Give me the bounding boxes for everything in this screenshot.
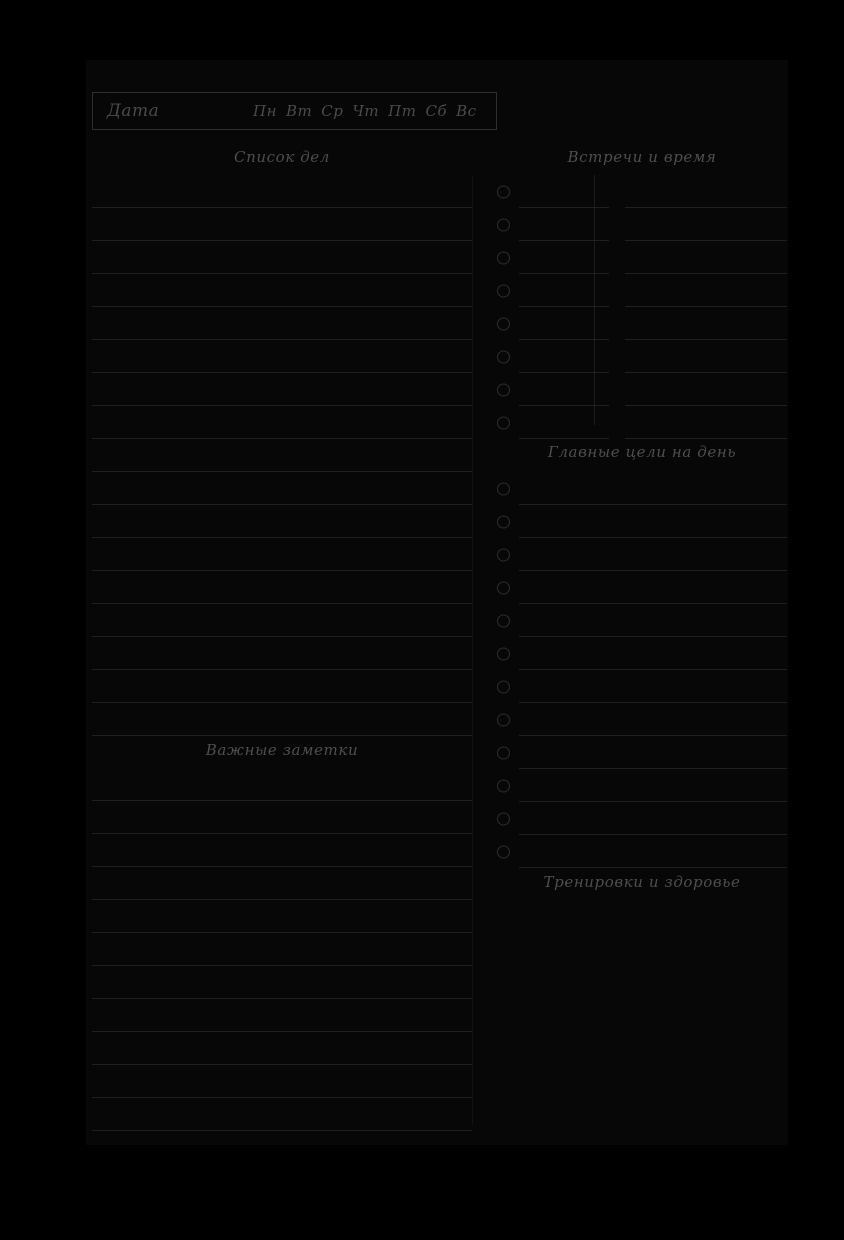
notes-line[interactable]: [92, 900, 472, 933]
weekday-fri[interactable]: Пт: [388, 102, 417, 120]
weekday-wed[interactable]: Ср: [321, 102, 344, 120]
goal-row[interactable]: [497, 538, 787, 571]
meeting-row[interactable]: [497, 175, 787, 208]
checkbox-circle-icon[interactable]: [497, 581, 510, 594]
notes-line[interactable]: [92, 1098, 472, 1131]
todo-line[interactable]: [92, 307, 472, 340]
weekday-tue[interactable]: Вт: [285, 102, 313, 120]
checkbox-circle-icon[interactable]: [497, 482, 510, 495]
goal-field[interactable]: [519, 867, 787, 868]
weekday-thu[interactable]: Чт: [352, 102, 380, 120]
checkbox-circle-icon[interactable]: [497, 548, 510, 561]
goal-row[interactable]: [497, 472, 787, 505]
todo-line[interactable]: [92, 208, 472, 241]
meetings-rows[interactable]: [497, 175, 787, 439]
todo-heading: Список дел: [234, 148, 330, 166]
column-divider: [472, 175, 473, 1125]
meeting-row[interactable]: [497, 406, 787, 439]
meeting-row[interactable]: [497, 373, 787, 406]
goals-rows[interactable]: [497, 472, 787, 868]
todo-line[interactable]: [92, 604, 472, 637]
checkbox-circle-icon[interactable]: [497, 680, 510, 693]
checkbox-circle-icon[interactable]: [497, 515, 510, 528]
goal-row[interactable]: [497, 670, 787, 703]
goal-row[interactable]: [497, 835, 787, 868]
checkbox-circle-icon[interactable]: [497, 383, 510, 396]
todo-line[interactable]: [92, 373, 472, 406]
goal-row[interactable]: [497, 571, 787, 604]
todo-line[interactable]: [92, 505, 472, 538]
todo-line[interactable]: [92, 274, 472, 307]
meeting-row[interactable]: [497, 340, 787, 373]
meeting-time-field[interactable]: [519, 438, 609, 439]
todo-line[interactable]: [92, 538, 472, 571]
checkbox-circle-icon[interactable]: [497, 284, 510, 297]
weekday-sun[interactable]: Вс: [456, 102, 477, 120]
notes-lines[interactable]: [92, 768, 472, 1131]
goal-row[interactable]: [497, 703, 787, 736]
weekday-selector[interactable]: [253, 102, 486, 120]
checkbox-circle-icon[interactable]: [497, 218, 510, 231]
checkbox-circle-icon[interactable]: [497, 251, 510, 264]
goal-row[interactable]: [497, 769, 787, 802]
todo-line[interactable]: [92, 637, 472, 670]
checkbox-circle-icon[interactable]: [497, 416, 510, 429]
weekday-mon[interactable]: Пн: [253, 102, 277, 120]
notes-heading: Важные заметки: [205, 741, 359, 759]
health-heading: Тренировки и здоровье: [543, 873, 741, 891]
meeting-row[interactable]: [497, 274, 787, 307]
notes-line[interactable]: [92, 933, 472, 966]
weekday-sat[interactable]: Сб: [425, 102, 448, 120]
todo-line[interactable]: [92, 703, 472, 736]
checkbox-circle-icon[interactable]: [497, 614, 510, 627]
todo-line[interactable]: [92, 406, 472, 439]
goal-row[interactable]: [497, 637, 787, 670]
notes-line[interactable]: [92, 966, 472, 999]
checkbox-circle-icon[interactable]: [497, 779, 510, 792]
checkbox-circle-icon[interactable]: [497, 350, 510, 363]
notes-line[interactable]: [92, 1032, 472, 1065]
notes-line[interactable]: [92, 801, 472, 834]
notes-line[interactable]: [92, 999, 472, 1032]
notes-line[interactable]: [92, 1065, 472, 1098]
meeting-row[interactable]: [497, 241, 787, 274]
checkbox-circle-icon[interactable]: [497, 845, 510, 858]
checkbox-circle-icon[interactable]: [497, 746, 510, 759]
notes-line[interactable]: [92, 768, 472, 801]
date-label: Дата: [107, 101, 160, 121]
todo-line[interactable]: [92, 241, 472, 274]
todo-line[interactable]: [92, 472, 472, 505]
checkbox-circle-icon[interactable]: [497, 647, 510, 660]
todo-line[interactable]: [92, 571, 472, 604]
goal-row[interactable]: [497, 505, 787, 538]
checkbox-circle-icon[interactable]: [497, 812, 510, 825]
goal-row[interactable]: [497, 802, 787, 835]
goal-row[interactable]: [497, 736, 787, 769]
todo-line[interactable]: [92, 175, 472, 208]
meeting-detail-field[interactable]: [625, 438, 787, 439]
todo-lines[interactable]: [92, 175, 472, 736]
notes-line[interactable]: [92, 834, 472, 867]
checkbox-circle-icon[interactable]: [497, 713, 510, 726]
notes-line[interactable]: [92, 867, 472, 900]
meeting-row[interactable]: [497, 208, 787, 241]
meeting-row[interactable]: [497, 307, 787, 340]
date-header-box[interactable]: [92, 92, 497, 130]
todo-line[interactable]: [92, 340, 472, 373]
checkbox-circle-icon[interactable]: [497, 185, 510, 198]
goals-heading: Главные цели на день: [547, 443, 737, 461]
meetings-heading: Встречи и время: [567, 148, 717, 166]
todo-line[interactable]: [92, 670, 472, 703]
goal-row[interactable]: [497, 604, 787, 637]
todo-line[interactable]: [92, 439, 472, 472]
checkbox-circle-icon[interactable]: [497, 317, 510, 330]
